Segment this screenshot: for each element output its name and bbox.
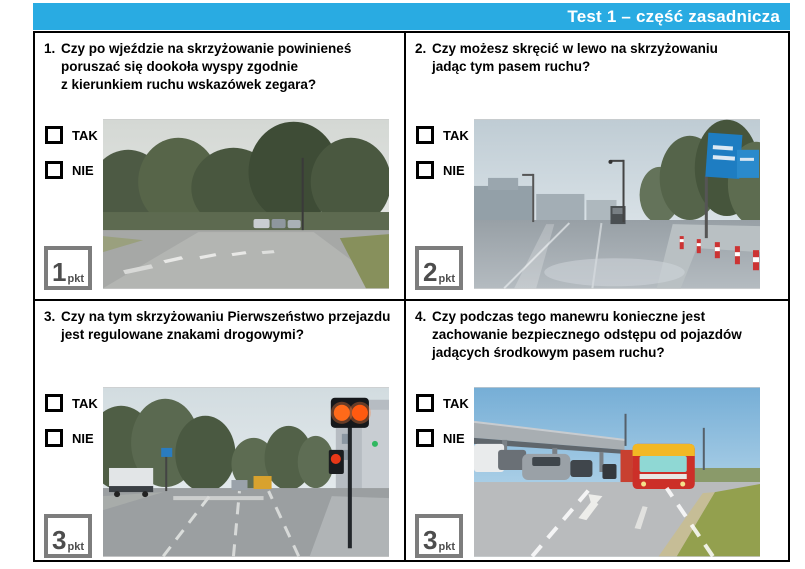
q3-tak-checkbox[interactable] xyxy=(45,394,63,412)
test-header-bar xyxy=(33,3,790,30)
q3-tak-label: TAK xyxy=(72,395,98,411)
q2-tak-checkbox[interactable] xyxy=(416,126,434,144)
question-3-photo xyxy=(103,387,389,557)
points-value: 1 xyxy=(52,257,67,287)
question-cell-4 xyxy=(406,301,788,560)
question-2-points-badge xyxy=(415,246,463,290)
q2-tak-label: TAK xyxy=(443,127,469,143)
q3-nie-label: NIE xyxy=(72,430,94,446)
question-1-photo xyxy=(103,119,389,289)
q4-tak-checkbox[interactable] xyxy=(416,394,434,412)
question-1-number: 1. xyxy=(44,41,56,56)
q2-nie-label: NIE xyxy=(443,162,465,178)
test-title: Test 1 – część zasadnicza xyxy=(567,6,780,26)
points-value: 2 xyxy=(423,257,438,287)
question-1-answers xyxy=(45,126,98,196)
points-value: 3 xyxy=(423,525,438,555)
question-3-answers xyxy=(45,394,98,464)
question-2-answers xyxy=(416,126,469,196)
question-4-number: 4. xyxy=(415,309,427,324)
question-grid xyxy=(33,31,790,562)
question-2-text: 2. Czy możesz skręcić w lewo na skrzyżowaniu jadąc tym pasem ruchu? xyxy=(415,41,718,74)
question-2-photo xyxy=(474,119,760,289)
q1-tak-label: TAK xyxy=(72,127,98,143)
question-cell-2 xyxy=(406,33,788,301)
points-value: 3 xyxy=(52,525,67,555)
q2-nie-checkbox[interactable] xyxy=(416,161,434,179)
question-2-number: 2. xyxy=(415,41,427,56)
q1-nie-checkbox[interactable] xyxy=(45,161,63,179)
q1-nie-label: NIE xyxy=(72,162,94,178)
question-3-points-badge xyxy=(44,514,92,558)
question-4-photo xyxy=(474,387,760,557)
question-4-text: 4. Czy podczas tego manewru konieczne jest zachowanie bezpiecznego odstępu od pojazdów jadących środkowym pasem ruchu? xyxy=(415,309,742,360)
question-1-points-badge xyxy=(44,246,92,290)
q1-tak-checkbox[interactable] xyxy=(45,126,63,144)
q4-nie-checkbox[interactable] xyxy=(416,429,434,447)
question-cell-3 xyxy=(35,301,406,560)
question-4-answers xyxy=(416,394,469,464)
points-unit: pkt xyxy=(438,541,455,553)
q3-nie-checkbox[interactable] xyxy=(45,429,63,447)
question-cell-1 xyxy=(35,33,406,301)
question-3-text: 3. Czy na tym skrzyżowaniu Pierwszeństwo przejazdu jest regulowane znakami drogowymi? xyxy=(44,309,391,342)
points-unit: pkt xyxy=(67,273,84,285)
points-unit: pkt xyxy=(438,273,455,285)
question-4-points-badge xyxy=(415,514,463,558)
q4-nie-label: NIE xyxy=(443,430,465,446)
points-unit: pkt xyxy=(67,541,84,553)
q4-tak-label: TAK xyxy=(443,395,469,411)
question-3-number: 3. xyxy=(44,309,56,324)
question-1-text: 1. Czy po wjeździe na skrzyżowanie powinieneś poruszać się dookoła wyspy zgodnie z kierunkiem ruchu wskazówek zegara? xyxy=(44,41,352,92)
